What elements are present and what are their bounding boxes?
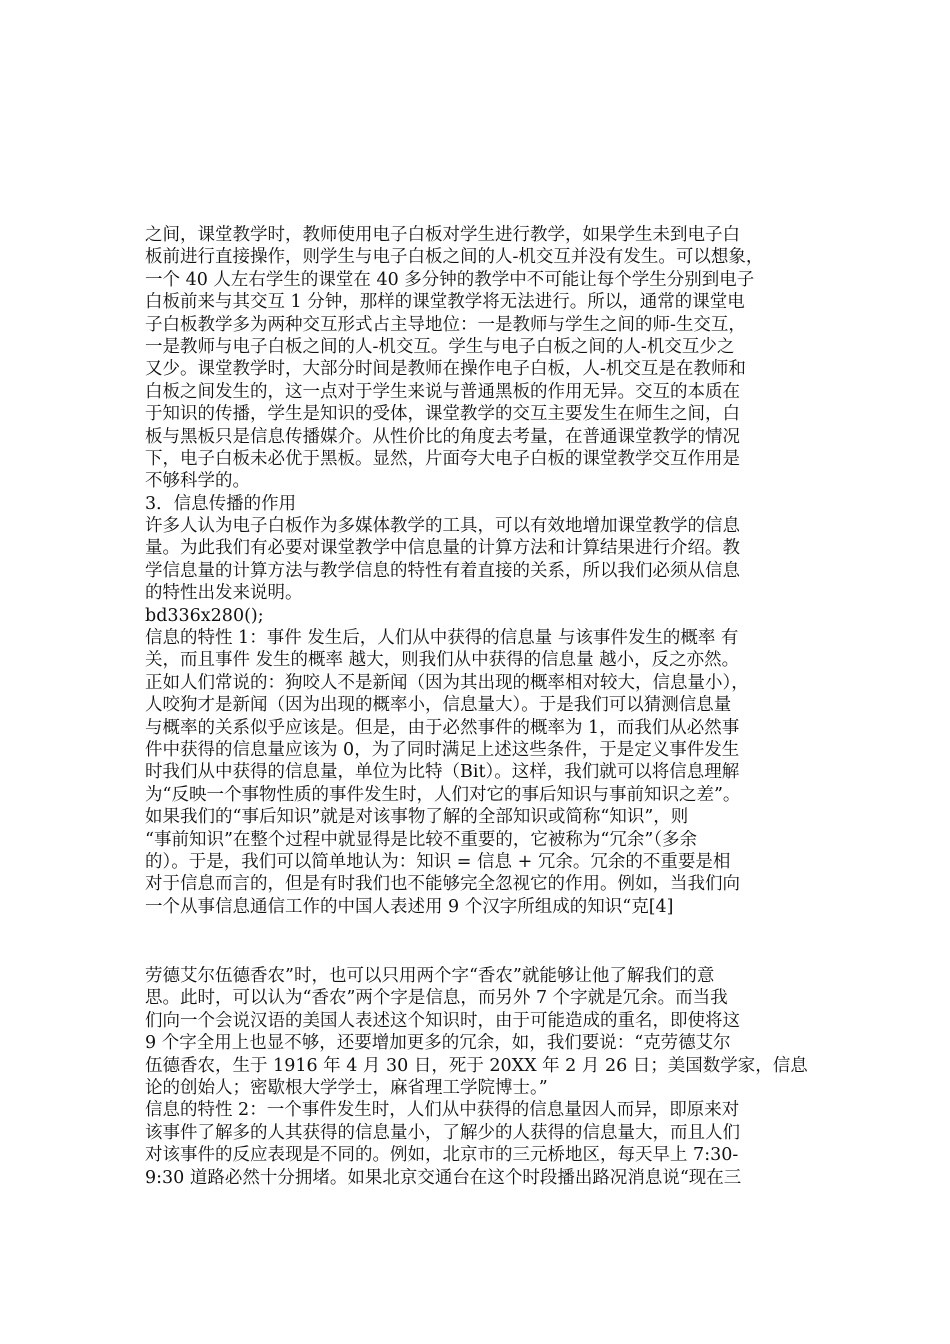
text-line: 对该事件的反应表现是不同的。例如，北京市的三元桥地区，每天早上 7:30- (145, 1145, 739, 1166)
text-line: 一个 40 人左右学生的课堂在 40 多分钟的教学中不可能让每个学生分别到电子 (145, 269, 755, 290)
text-line: 信息的特性 2：一个事件发生时，人们从中获得的信息量因人而异，即原来对 (145, 1100, 740, 1121)
text-line: 的特性出发来说明。 (145, 583, 303, 604)
text-line: 信息的特性 1：事件 发生后，人们从中获得的信息量 与该事件发生的概率 有 (145, 628, 739, 649)
text-line: 一是教师与电子白板之间的人-机交互。学生与电子白板之间的人-机交互少之 (145, 336, 735, 357)
text-line: 一个从事信息通信工作的中国人表述用 9 个汉字所组成的知识“克[4] (145, 896, 674, 917)
text-line: 件中获得的信息量应该为 0，为了同时满足上述这些条件，于是定义事件发生 (145, 739, 740, 760)
text-line: 板与黑板只是信息传播媒介。从性价比的角度去考量，在普通课堂教学的情况 (145, 426, 740, 447)
text-line: 伍德香农，生于 1916 年 4 月 30 日，死于 20XX 年 2 月 26 日；美国数学家，信息 (145, 1055, 808, 1076)
text-block-1 (145, 224, 815, 918)
text-line: 9:30 道路必然十分拥堵。如果北京交通台在这个时段播出路况消息说“现在三 (145, 1167, 742, 1188)
text-line: 学信息量的计算方法与教学信息的特性有着直接的关系，所以我们必须从信息 (145, 560, 740, 581)
text-line: 劳德艾尔伍德香农”时，也可以只用两个字“香农”就能够让他了解我们的意 (145, 966, 715, 986)
text-line: 该事件了解多的人其获得的信息量小，了解少的人获得的信息量大，而且人们 (145, 1122, 740, 1143)
text-line: 人咬狗才是新闻（因为出现的概率小，信息量大）。于是我们可以猜测信息量 (145, 695, 732, 716)
text-line: 量。为此我们有必要对课堂教学中信息量的计算方法和计算结果进行介绍。教 (145, 538, 740, 559)
text-line: 为“反映一个事物性质的事件发生时，人们对它的事后知识与事前知识之差”。 (145, 784, 741, 805)
text-line: 白板前来与其交互 1 分钟，那样的课堂教学将无法进行。所以，通常的课堂电 (145, 292, 745, 313)
text-line: 不够科学的。 (145, 471, 250, 492)
text-line: 们向一个会说汉语的美国人表述这个知识时，由于可能造成的重名，即使将这 (145, 1010, 740, 1031)
text-line: bd336x280(); (145, 605, 264, 626)
text-line: 关，而且事件 发生的概率 越大，则我们从中获得的信息量 越小，反之亦然。 (145, 650, 740, 671)
text-line: 思。此时，可以认为“香农”两个字是信息，而另外 7 个字就是冗余。而当我 (145, 988, 728, 1009)
text-line: 与概率的关系似乎应该是。但是，由于必然事件的概率为 1，而我们从必然事 (145, 717, 740, 738)
text-line: 板前进行直接操作，则学生与电子白板之间的人-机交互并没有发生。可以想象， (145, 247, 764, 268)
text-line: 子白板教学多为两种交互形式占主导地位：一是教师与学生之间的师-生交互， (145, 314, 746, 335)
text-line: 9 个字全用上也显不够，还要增加更多的冗余，如，我们要说：“克劳德艾尔 (145, 1033, 731, 1054)
text-line: 如果我们的“事后知识”就是对该事物了解的全部知识或简称“知识”，则 (145, 807, 689, 828)
text-line: 许多人认为电子白板作为多媒体教学的工具，可以有效地增加课堂教学的信息 (145, 516, 740, 537)
text-line: 又少。课堂教学时，大部分时间是教师在操作电子白板，人-机交互是在教师和 (145, 359, 746, 380)
text-line: 论的创始人；密歇根大学学士，麻省理工学院博士。” (145, 1077, 548, 1098)
text-line: 对于信息而言的，但是有时我们也不能够完全忽视它的作用。例如，当我们向 (145, 874, 740, 895)
text-line: 的）。于是，我们可以简单地认为：知识 = 信息 + 冗余。冗余的不重要是相 (145, 851, 731, 872)
text-line: “事前知识”在整个过程中就显得是比较不重要的，它被称为“冗余”（多余 (145, 829, 698, 850)
text-line: 之间，课堂教学时，教师使用电子白板对学生进行教学，如果学生未到电子白 (145, 225, 740, 245)
text-line: 白板之间发生的，这一点对于学生来说与普通黑板的作用无异。交互的本质在 (145, 381, 740, 402)
text-block-2 (145, 965, 815, 1189)
text-line: 时我们从中获得的信息量，单位为比特（Bit）。这样，我们就可以将信息理解 (145, 762, 740, 783)
text-line: 下，电子白板未必优于黑板。显然，片面夸大电子白板的课堂教学交互作用是 (145, 448, 740, 469)
section-heading: 3．信息传播的作用 (145, 493, 297, 514)
text-line: 正如人们常说的：狗咬人不是新闻（因为其出现的概率相对较大，信息量小）， (145, 672, 749, 693)
text-line: 于知识的传播，学生是知识的受体，课堂教学的交互主要发生在师生之间，白 (145, 404, 740, 425)
